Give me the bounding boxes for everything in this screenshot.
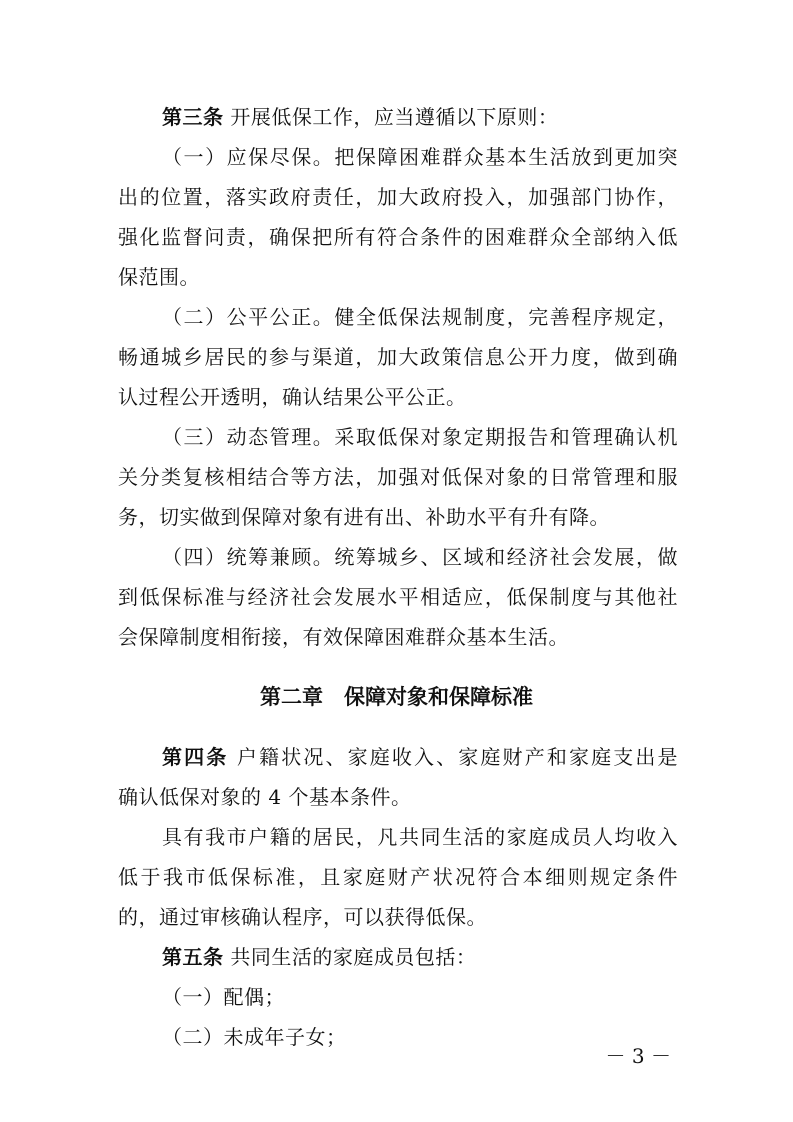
chapter-heading: 第二章 保障对象和保障标准 [260,685,533,709]
paragraph-line: 畅通城乡居民的参与渠道，加大政策信息公开力度，做到确 [118,345,678,369]
article-4-text: 户籍状况、家庭收入、家庭财产和家庭支出是 [236,745,679,769]
article-5-label: 第五条 [162,945,224,969]
paragraph-line: （三）动态管理。采取低保对象定期报告和管理确认机 [162,425,678,449]
paragraph-line: 确认低保对象的 4 个基本条件。 [118,785,412,809]
paragraph-line: （二）公平公正。健全低保法规制度，完善程序规定， [162,305,678,329]
paragraph-line: 强化监督问责，确保把所有符合条件的困难群众全部纳入低 [118,225,678,249]
paragraph-line: （一）应保尽保。把保障困难群众基本生活放到更加突 [162,145,678,169]
list-item: （一）配偶； [162,985,285,1009]
article-5-text: 共同生活的家庭成员包括： [230,945,477,969]
paragraph-line: 出的位置，落实政府责任，加大政府投入，加强部门协作， [118,185,678,209]
article-3-text: 开展低保工作，应当遵循以下原则： [230,105,559,129]
list-item: （二）未成年子女； [162,1025,347,1049]
article-5-heading [162,942,678,972]
paragraph-line: 保范围。 [118,265,200,289]
paragraph-line: （四）统筹兼顾。统筹城乡、区域和经济社会发展，做 [162,545,678,569]
article-4-heading [162,742,678,772]
paragraph-line: 关分类复核相结合等方法，加强对低保对象的日常管理和服 [118,465,678,489]
article-3-heading [162,102,678,132]
page-number: － 3 － [605,1044,671,1068]
paragraph-line: 的，通过审核确认程序，可以获得低保。 [118,905,487,929]
paragraph-line: 务，切实做到保障对象有进有出、补助水平有升有降。 [118,505,610,529]
paragraph-line: 低于我市低保标准，且家庭财产状况符合本细则规定条件 [118,865,678,889]
article-4-label: 第四条 [162,745,229,769]
paragraph-line: 认过程公开透明，确认结果公平公正。 [118,385,467,409]
paragraph-line: 会保障制度相衔接，有效保障困难群众基本生活。 [118,625,569,649]
paragraph-line: 到低保标准与经济社会发展水平相适应，低保制度与其他社 [118,585,678,609]
article-3-label: 第三条 [162,105,224,129]
paragraph-line: 具有我市户籍的居民，凡共同生活的家庭成员人均收入 [162,825,678,849]
